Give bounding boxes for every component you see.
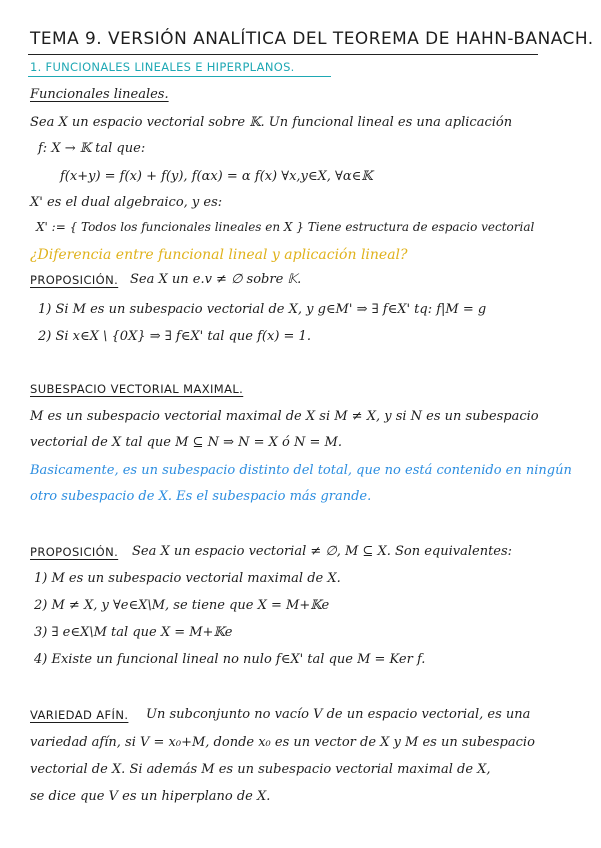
- maximal-note-1: Basicamente, es un subespacio distinto del total, que no está contenido en ningún: [30, 463, 572, 478]
- proposicion-2-label: PROPOSICIÓN.: [30, 545, 119, 559]
- funcionales-line-3: X' es el dual algebraico, y es:: [30, 195, 223, 210]
- proposicion-2-intro: Sea X un espacio vectorial ≠ ∅, M ⊆ X. Son equivalentes:: [132, 544, 513, 559]
- funcionales-line-2: f: X → 𝕂 tal que:: [38, 141, 146, 156]
- proposicion-1-intro: Sea X un e.v ≠ ∅ sobre 𝕂.: [130, 272, 302, 287]
- funcionales-question: ¿Diferencia entre funcional lineal y aplicación lineal?: [30, 247, 408, 263]
- proposicion-1-item-2: 2) Si x∈X \ {0X} ⇒ ∃ f∈X' tal que f(x) = 1.: [38, 329, 311, 344]
- funcionales-heading: Funcionales lineales.: [30, 87, 169, 102]
- variedad-line-1: Un subconjunto no vacío V de un espacio vectorial, es una: [146, 707, 531, 722]
- funcionales-formula: f(x+y) = f(x) + f(y), f(αx) = α f(x) ∀x,y∈X, ∀α∈𝕂: [60, 169, 373, 184]
- proposicion-2-item-1: 1) M es un subespacio vectorial maximal de X.: [34, 571, 341, 586]
- variedad-line-3: vectorial de X. Si además M es un subespacio vectorial maximal de X,: [30, 762, 491, 777]
- variedad-label: VARIEDAD AFÍN.: [30, 708, 129, 722]
- funcionales-line-4: X' := { Todos los funcionales lineales en X } Tiene estructura de espacio vectorial: [36, 220, 535, 234]
- proposicion-2-item-2: 2) M ≠ X, y ∀e∈X\M, se tiene que X = M+𝕂e: [34, 598, 330, 613]
- proposicion-1-label: PROPOSICIÓN.: [30, 273, 119, 287]
- proposicion-1-item-1: 1) Si M es un subespacio vectorial de X, y g∈M' ⇒ ∃ f∈X' tq: f|M = g: [38, 302, 487, 317]
- maximal-line-1: M es un subespacio vectorial maximal de X si M ≠ X, y si N es un subespacio: [30, 409, 539, 424]
- section-underline: [28, 76, 331, 77]
- section-heading: 1. FUNCIONALES LINEALES E HIPERPLANOS.: [30, 60, 295, 74]
- variedad-line-2: variedad afín, si V = x₀+M, donde x₀ es un vector de X y M es un subespacio: [30, 735, 535, 750]
- maximal-heading: SUBESPACIO VECTORIAL MAXIMAL.: [30, 382, 244, 396]
- title-underline: [28, 54, 538, 55]
- funcionales-line-1: Sea X un espacio vectorial sobre 𝕂. Un funcional lineal es una aplicación: [30, 115, 513, 130]
- variedad-line-4: se dice que V es un hiperplano de X.: [30, 789, 271, 804]
- maximal-note-2: otro subespacio de X. Es el subespacio más grande.: [30, 489, 372, 504]
- proposicion-2-item-4: 4) Existe un funcional lineal no nulo f∈X' tal que M = Ker f.: [34, 652, 426, 667]
- maximal-line-2: vectorial de X tal que M ⊆ N ⇒ N = X ó N = M.: [30, 435, 342, 450]
- proposicion-2-item-3: 3) ∃ e∈X\M tal que X = M+𝕂e: [34, 625, 233, 640]
- page-title: TEMA 9. VERSIÓN ANALÍTICA DEL TEOREMA DE HAHN-BANACH.: [30, 29, 594, 49]
